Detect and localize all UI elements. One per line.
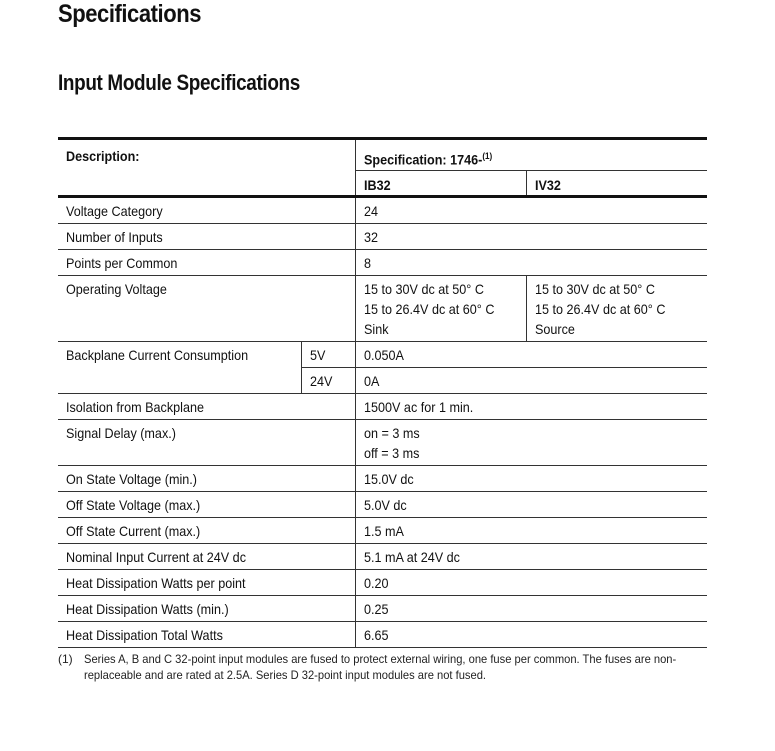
page-title: Specifications	[58, 0, 201, 28]
row-value: 24	[355, 196, 707, 223]
table-row	[58, 465, 707, 491]
table-row	[58, 517, 707, 543]
row-value: 1.5 mA	[355, 517, 707, 543]
row-label: Heat Dissipation Watts per point	[58, 569, 355, 595]
row-label: On State Voltage (min.)	[58, 465, 355, 491]
table-row	[58, 491, 707, 517]
specification-header: Specification: 1746-$^{(1)}$	[355, 139, 707, 171]
table-header-row	[58, 139, 707, 171]
row-value: 0A	[355, 367, 707, 393]
row-label: Heat Dissipation Total Watts	[58, 621, 355, 647]
table-row	[58, 275, 707, 341]
row-label: Operating Voltage	[58, 275, 355, 341]
sub-voltage: 5V	[301, 341, 355, 367]
table-row	[58, 595, 707, 621]
row-value: 15.0V dc	[355, 465, 707, 491]
table-row	[58, 543, 707, 569]
row-label: Voltage Category	[58, 196, 355, 223]
description-header: Description:	[58, 139, 355, 197]
ib32-value: 15 to 30V dc at 50° C 15 to 26.4V dc at 60° C Sink	[355, 275, 526, 341]
footnote-text: Series A, B and C 32-point input modules are fused to protect external wiring, one fuse per common. The fuses are non-replaceable and are rated at 2.5A. Series D 32-point input modules are not fused.	[84, 652, 677, 682]
iv32-value: 15 to 30V dc at 50° C 15 to 26.4V dc at 60° C Source	[526, 275, 707, 341]
table-row	[58, 569, 707, 595]
row-value: 5.0V dc	[355, 491, 707, 517]
row-value: 1500V ac for 1 min.	[355, 393, 707, 419]
section-title: Input Module Specifications	[58, 70, 300, 95]
table-row	[58, 621, 707, 647]
row-label: Heat Dissipation Watts (min.)	[58, 595, 355, 621]
row-value: 32	[355, 223, 707, 249]
row-label: Signal Delay (max.)	[58, 419, 355, 465]
row-value: 5.1 mA at 24V dc	[355, 543, 707, 569]
row-label: Off State Voltage (max.)	[58, 491, 355, 517]
table-row	[58, 419, 707, 465]
row-value: on = 3 ms off = 3 ms	[355, 419, 707, 465]
sub-voltage: 24V	[301, 367, 355, 393]
row-value: 0.25	[355, 595, 707, 621]
row-label: Backplane Current Consumption	[58, 341, 301, 393]
row-label: Isolation from Backplane	[58, 393, 355, 419]
table-row	[58, 196, 707, 223]
footnote-ref: (1)	[482, 151, 493, 161]
table-row	[58, 393, 707, 419]
footnote	[58, 651, 698, 683]
row-label: Nominal Input Current at 24V dc	[58, 543, 355, 569]
ib32-header: IB32	[355, 170, 526, 196]
row-value: 6.65	[355, 621, 707, 647]
iv32-header: IV32	[526, 170, 707, 196]
row-label: Points per Common	[58, 249, 355, 275]
row-label: Number of Inputs	[58, 223, 355, 249]
table-row	[58, 249, 707, 275]
table-row	[58, 223, 707, 249]
row-value: 8	[355, 249, 707, 275]
footnote-marker: (1)	[58, 652, 73, 666]
row-value: 0.20	[355, 569, 707, 595]
row-value: 0.050A	[355, 341, 707, 367]
table-row	[58, 341, 707, 367]
row-label: Off State Current (max.)	[58, 517, 355, 543]
input-module-spec-table	[58, 137, 707, 648]
